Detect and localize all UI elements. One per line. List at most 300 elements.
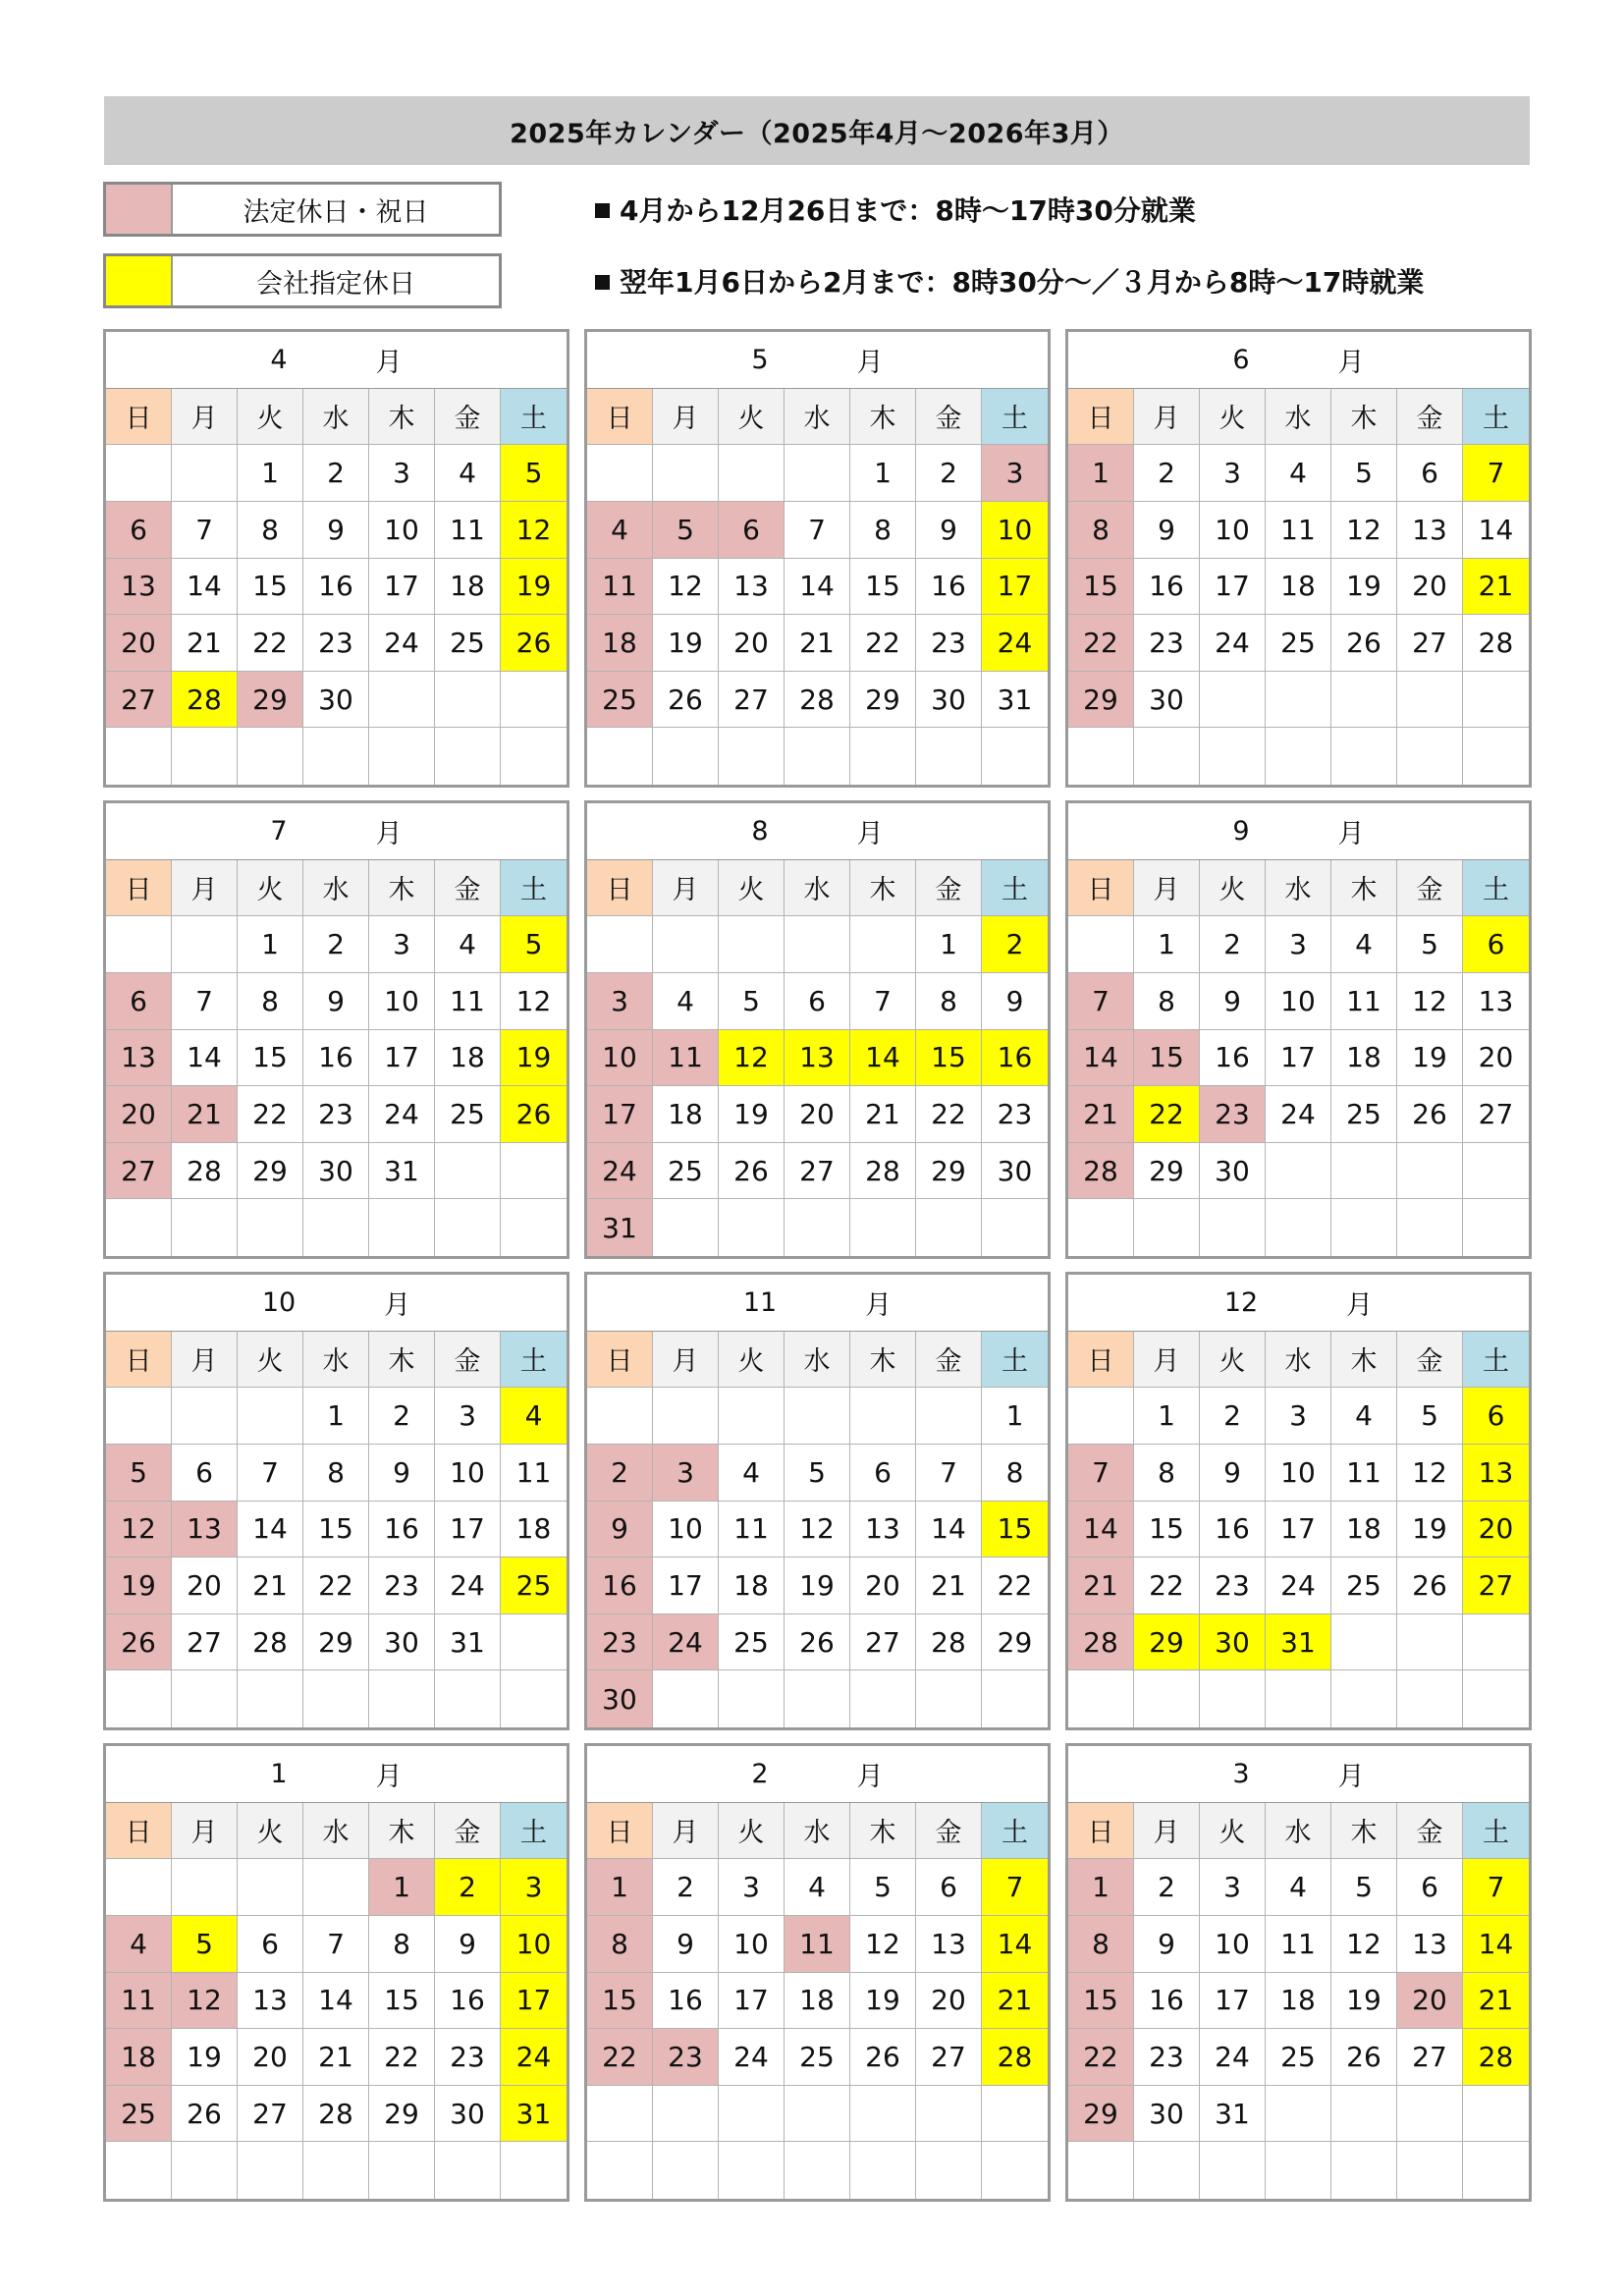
day-cell: 1 xyxy=(1134,1388,1200,1445)
day-cell: 12 xyxy=(501,973,567,1030)
empty-cell xyxy=(172,1388,238,1445)
day-cell: 27 xyxy=(719,672,785,729)
day-cell: 1 xyxy=(238,445,303,502)
weekday-header: 火 xyxy=(719,1803,785,1860)
empty-cell xyxy=(106,1859,172,1916)
empty-cell xyxy=(106,1388,172,1445)
day-cell: 8 xyxy=(369,1916,435,1973)
day-cell: 10 xyxy=(982,502,1048,559)
day-cell: 9 xyxy=(435,1916,501,1973)
day-cell: 3 xyxy=(719,1859,785,1916)
day-cell: 3 xyxy=(435,1388,501,1445)
empty-cell xyxy=(850,1388,916,1445)
day-cell: 12 xyxy=(653,559,719,616)
day-cell: 15 xyxy=(1068,1973,1134,2030)
day-cell: 5 xyxy=(785,1445,850,1502)
day-cell: 12 xyxy=(1331,502,1397,559)
day-cell: 5 xyxy=(172,1916,238,1973)
empty-cell xyxy=(172,916,238,973)
day-cell: 25 xyxy=(435,615,501,672)
day-cell: 28 xyxy=(1068,1614,1134,1671)
empty-cell xyxy=(587,2142,653,2199)
month-number: 2 xyxy=(751,1758,769,1789)
day-cell: 6 xyxy=(1463,1388,1529,1445)
month-calendar-8 xyxy=(584,800,1051,1259)
day-cell: 30 xyxy=(916,672,982,729)
day-cell: 11 xyxy=(435,502,501,559)
empty-cell xyxy=(1331,2086,1397,2143)
day-cell: 27 xyxy=(1463,1558,1529,1614)
day-cell: 7 xyxy=(303,1916,369,1973)
weekday-header: 水 xyxy=(303,860,369,917)
day-cell: 25 xyxy=(501,1558,567,1614)
empty-cell xyxy=(1397,2086,1463,2143)
day-cell: 2 xyxy=(303,445,369,502)
weekday-header: 金 xyxy=(435,860,501,917)
day-cell: 5 xyxy=(719,973,785,1030)
empty-cell xyxy=(719,1670,785,1727)
day-cell: 10 xyxy=(1266,973,1331,1030)
weekday-header: 月 xyxy=(1134,860,1200,917)
weekday-header: 日 xyxy=(106,1332,172,1389)
month-number: 3 xyxy=(1232,1758,1250,1789)
day-cell: 29 xyxy=(850,672,916,729)
month-number: 1 xyxy=(270,1758,288,1789)
empty-cell xyxy=(1200,1670,1266,1727)
day-cell: 21 xyxy=(916,1558,982,1614)
day-cell: 16 xyxy=(587,1558,653,1614)
empty-cell xyxy=(850,916,916,973)
weekday-header: 水 xyxy=(1266,1332,1331,1389)
day-cell: 16 xyxy=(653,1973,719,2030)
weekday-header: 木 xyxy=(1331,860,1397,917)
month-number: 7 xyxy=(270,815,288,847)
empty-cell xyxy=(238,728,303,785)
day-cell: 22 xyxy=(850,615,916,672)
month-suffix: 月 xyxy=(1337,818,1365,849)
month-calendar-2 xyxy=(584,1743,1051,2202)
empty-cell xyxy=(653,728,719,785)
weekday-header: 金 xyxy=(916,389,982,446)
day-cell: 26 xyxy=(785,1614,850,1671)
day-cell: 17 xyxy=(501,1973,567,2030)
empty-cell xyxy=(982,2086,1048,2143)
empty-cell xyxy=(369,1670,435,1727)
empty-cell xyxy=(850,2142,916,2199)
day-cell: 2 xyxy=(1134,1859,1200,1916)
day-cell: 25 xyxy=(719,1614,785,1671)
day-cell: 17 xyxy=(1200,559,1266,616)
day-cell: 30 xyxy=(587,1670,653,1727)
day-cell: 4 xyxy=(785,1859,850,1916)
day-cell: 11 xyxy=(587,559,653,616)
month-title xyxy=(1068,332,1529,389)
day-cell: 26 xyxy=(1331,2029,1397,2086)
empty-cell xyxy=(1463,728,1529,785)
day-cell: 6 xyxy=(1463,916,1529,973)
day-cell: 10 xyxy=(1266,1445,1331,1502)
empty-cell xyxy=(1331,728,1397,785)
empty-cell xyxy=(1200,2142,1266,2199)
day-cell: 16 xyxy=(1134,559,1200,616)
empty-cell xyxy=(916,1199,982,1256)
day-cell: 14 xyxy=(1068,1030,1134,1087)
day-cell: 20 xyxy=(1463,1502,1529,1558)
empty-cell xyxy=(719,445,785,502)
day-cell: 4 xyxy=(106,1916,172,1973)
day-cell: 23 xyxy=(982,1086,1048,1143)
weekday-header: 土 xyxy=(982,860,1048,917)
day-cell: 6 xyxy=(238,1916,303,1973)
day-cell: 24 xyxy=(982,615,1048,672)
day-cell: 9 xyxy=(653,1916,719,1973)
weekday-header: 日 xyxy=(587,1803,653,1860)
empty-cell xyxy=(1266,1199,1331,1256)
empty-cell xyxy=(435,2142,501,2199)
empty-cell xyxy=(369,672,435,729)
day-cell: 24 xyxy=(587,1143,653,1200)
day-cell: 9 xyxy=(982,973,1048,1030)
day-cell: 12 xyxy=(501,502,567,559)
day-cell: 31 xyxy=(435,1614,501,1671)
empty-cell xyxy=(106,1199,172,1256)
empty-cell xyxy=(303,1199,369,1256)
month-calendar-4 xyxy=(103,329,569,788)
empty-cell xyxy=(1463,1199,1529,1256)
weekday-header: 木 xyxy=(850,860,916,917)
month-number: 5 xyxy=(751,344,769,375)
day-cell: 16 xyxy=(369,1502,435,1558)
day-cell: 25 xyxy=(1266,615,1331,672)
day-cell: 6 xyxy=(850,1445,916,1502)
day-cell: 17 xyxy=(587,1086,653,1143)
day-cell: 30 xyxy=(1134,2086,1200,2143)
empty-cell xyxy=(369,1199,435,1256)
day-cell: 1 xyxy=(1068,1859,1134,1916)
day-cell: 16 xyxy=(1134,1973,1200,2030)
day-cell: 13 xyxy=(106,559,172,616)
weekday-header: 金 xyxy=(916,1803,982,1860)
day-cell: 18 xyxy=(785,1973,850,2030)
day-cell: 8 xyxy=(238,973,303,1030)
day-cell: 7 xyxy=(238,1445,303,1502)
day-cell: 21 xyxy=(1068,1558,1134,1614)
day-cell: 18 xyxy=(1266,559,1331,616)
weekday-header: 月 xyxy=(1134,1332,1200,1389)
empty-cell xyxy=(501,1614,567,1671)
empty-cell xyxy=(1397,1670,1463,1727)
day-cell: 29 xyxy=(1068,2086,1134,2143)
day-cell: 3 xyxy=(369,916,435,973)
day-cell: 25 xyxy=(1331,1086,1397,1143)
day-cell: 2 xyxy=(653,1859,719,1916)
day-cell: 20 xyxy=(1463,1030,1529,1087)
empty-cell xyxy=(172,728,238,785)
day-cell: 4 xyxy=(653,973,719,1030)
day-cell: 16 xyxy=(303,1030,369,1087)
day-cell: 19 xyxy=(719,1086,785,1143)
day-cell: 15 xyxy=(982,1502,1048,1558)
day-cell: 21 xyxy=(850,1086,916,1143)
day-cell: 24 xyxy=(1200,2029,1266,2086)
weekday-header: 月 xyxy=(172,1803,238,1860)
month-calendar-1 xyxy=(103,1743,569,2202)
day-cell: 12 xyxy=(172,1973,238,2030)
day-cell: 6 xyxy=(916,1859,982,1916)
day-cell: 27 xyxy=(785,1143,850,1200)
day-cell: 23 xyxy=(1200,1558,1266,1614)
day-cell: 7 xyxy=(1463,445,1529,502)
day-cell: 29 xyxy=(1134,1143,1200,1200)
day-cell: 12 xyxy=(1397,973,1463,1030)
day-cell: 31 xyxy=(1266,1614,1331,1671)
day-cell: 9 xyxy=(303,973,369,1030)
weekday-header: 日 xyxy=(106,860,172,917)
day-cell: 5 xyxy=(1397,1388,1463,1445)
day-cell: 17 xyxy=(719,1973,785,2030)
day-cell: 5 xyxy=(106,1445,172,1502)
day-cell: 4 xyxy=(1266,445,1331,502)
month-suffix: 月 xyxy=(1346,1289,1374,1321)
day-cell: 27 xyxy=(1397,2029,1463,2086)
empty-cell xyxy=(1134,1199,1200,1256)
day-cell: 10 xyxy=(1200,1916,1266,1973)
day-cell: 2 xyxy=(982,916,1048,973)
month-title xyxy=(1068,1275,1529,1332)
weekday-header: 木 xyxy=(369,860,435,917)
empty-cell xyxy=(1068,1199,1134,1256)
day-cell: 15 xyxy=(850,559,916,616)
empty-cell xyxy=(435,1199,501,1256)
empty-cell xyxy=(850,2086,916,2143)
day-cell: 22 xyxy=(1068,2029,1134,2086)
day-cell: 28 xyxy=(850,1143,916,1200)
empty-cell xyxy=(435,728,501,785)
weekday-header: 日 xyxy=(587,389,653,446)
weekday-header: 水 xyxy=(1266,389,1331,446)
day-cell: 10 xyxy=(435,1445,501,1502)
day-cell: 19 xyxy=(172,2029,238,2086)
day-cell: 14 xyxy=(850,1030,916,1087)
empty-cell xyxy=(982,1670,1048,1727)
day-cell: 13 xyxy=(850,1502,916,1558)
day-cell: 17 xyxy=(653,1558,719,1614)
weekday-header: 火 xyxy=(1200,860,1266,917)
day-cell: 15 xyxy=(916,1030,982,1087)
day-cell: 23 xyxy=(1200,1086,1266,1143)
day-cell: 25 xyxy=(1266,2029,1331,2086)
day-cell: 28 xyxy=(982,2029,1048,2086)
day-cell: 7 xyxy=(982,1859,1048,1916)
day-cell: 21 xyxy=(1068,1086,1134,1143)
day-cell: 11 xyxy=(1266,502,1331,559)
empty-cell xyxy=(1134,1670,1200,1727)
day-cell: 21 xyxy=(982,1973,1048,2030)
day-cell: 15 xyxy=(587,1973,653,2030)
weekday-header: 月 xyxy=(653,389,719,446)
day-cell: 26 xyxy=(1397,1558,1463,1614)
day-cell: 14 xyxy=(1068,1502,1134,1558)
day-cell: 4 xyxy=(435,445,501,502)
day-cell: 10 xyxy=(719,1916,785,1973)
month-suffix: 月 xyxy=(375,347,403,378)
day-cell: 7 xyxy=(1463,1859,1529,1916)
day-cell: 8 xyxy=(587,1916,653,1973)
day-cell: 13 xyxy=(785,1030,850,1087)
empty-cell xyxy=(785,1388,850,1445)
day-cell: 6 xyxy=(106,973,172,1030)
day-cell: 18 xyxy=(719,1558,785,1614)
legend-label-company: 会社指定休日 xyxy=(256,268,415,300)
day-cell: 28 xyxy=(172,672,238,729)
empty-cell xyxy=(785,728,850,785)
empty-cell xyxy=(1331,2142,1397,2199)
day-cell: 4 xyxy=(1331,1388,1397,1445)
empty-cell xyxy=(501,728,567,785)
month-suffix: 月 xyxy=(856,347,884,378)
day-cell: 25 xyxy=(653,1143,719,1200)
day-cell: 19 xyxy=(653,615,719,672)
day-cell: 12 xyxy=(106,1502,172,1558)
empty-cell xyxy=(1397,672,1463,729)
empty-cell xyxy=(916,2142,982,2199)
weekday-header: 金 xyxy=(1397,389,1463,446)
day-cell: 26 xyxy=(172,2086,238,2143)
weekday-header: 水 xyxy=(1266,1803,1331,1860)
day-cell: 3 xyxy=(1200,1859,1266,1916)
weekday-header: 金 xyxy=(916,1332,982,1389)
weekday-header: 月 xyxy=(172,860,238,917)
empty-cell xyxy=(653,2142,719,2199)
empty-cell xyxy=(1397,1143,1463,1200)
day-cell: 9 xyxy=(303,502,369,559)
day-cell: 21 xyxy=(238,1558,303,1614)
day-cell: 23 xyxy=(369,1558,435,1614)
month-suffix: 月 xyxy=(856,1761,884,1792)
weekday-header: 月 xyxy=(653,1803,719,1860)
weekday-header: 月 xyxy=(1134,389,1200,446)
day-cell: 4 xyxy=(435,916,501,973)
day-cell: 22 xyxy=(916,1086,982,1143)
empty-cell xyxy=(106,445,172,502)
weekday-header: 土 xyxy=(1463,389,1529,446)
day-cell: 13 xyxy=(1397,1916,1463,1973)
month-title xyxy=(1068,803,1529,860)
working-hours-note-1 xyxy=(595,190,1196,229)
day-cell: 7 xyxy=(1068,973,1134,1030)
day-cell: 7 xyxy=(172,502,238,559)
month-number: 8 xyxy=(751,815,769,847)
legend-statutory-holiday xyxy=(103,182,502,237)
weekday-header: 火 xyxy=(1200,389,1266,446)
day-cell: 17 xyxy=(1200,1973,1266,2030)
day-cell: 29 xyxy=(238,1143,303,1200)
day-cell: 27 xyxy=(850,1614,916,1671)
weekday-header: 木 xyxy=(850,1332,916,1389)
empty-cell xyxy=(1068,728,1134,785)
empty-cell xyxy=(435,672,501,729)
empty-cell xyxy=(238,2142,303,2199)
day-cell: 10 xyxy=(1200,502,1266,559)
day-cell: 29 xyxy=(238,672,303,729)
day-cell: 27 xyxy=(106,672,172,729)
empty-cell xyxy=(785,916,850,973)
empty-cell xyxy=(653,445,719,502)
empty-cell xyxy=(719,916,785,973)
empty-cell xyxy=(653,916,719,973)
legend-swatch-company xyxy=(106,256,173,305)
day-cell: 20 xyxy=(106,1086,172,1143)
day-cell: 11 xyxy=(501,1445,567,1502)
day-cell: 17 xyxy=(1266,1030,1331,1087)
weekday-header: 金 xyxy=(435,1332,501,1389)
day-cell: 7 xyxy=(172,973,238,1030)
day-cell: 5 xyxy=(1397,916,1463,973)
day-cell: 27 xyxy=(106,1143,172,1200)
month-number: 10 xyxy=(261,1286,297,1318)
day-cell: 20 xyxy=(172,1558,238,1614)
day-cell: 2 xyxy=(1200,1388,1266,1445)
day-cell: 24 xyxy=(1266,1086,1331,1143)
day-cell: 26 xyxy=(501,1086,567,1143)
day-cell: 16 xyxy=(1200,1502,1266,1558)
day-cell: 20 xyxy=(1397,559,1463,616)
day-cell: 26 xyxy=(106,1614,172,1671)
note-text-2: 翌年1月6日から2月まで：8時30分～／３月から8時～17時就業 xyxy=(620,266,1425,299)
weekday-header: 日 xyxy=(106,389,172,446)
day-cell: 19 xyxy=(106,1558,172,1614)
weekday-header: 月 xyxy=(172,1332,238,1389)
day-cell: 6 xyxy=(172,1445,238,1502)
day-cell: 5 xyxy=(1331,445,1397,502)
weekday-header: 日 xyxy=(106,1803,172,1860)
day-cell: 3 xyxy=(1266,916,1331,973)
day-cell: 9 xyxy=(369,1445,435,1502)
day-cell: 6 xyxy=(785,973,850,1030)
empty-cell xyxy=(106,1670,172,1727)
weekday-header: 月 xyxy=(172,389,238,446)
day-cell: 28 xyxy=(1463,2029,1529,2086)
day-cell: 19 xyxy=(501,559,567,616)
weekday-header: 金 xyxy=(1397,1332,1463,1389)
weekday-header: 土 xyxy=(501,1803,567,1860)
month-number: 9 xyxy=(1232,815,1250,847)
day-cell: 23 xyxy=(916,615,982,672)
day-cell: 3 xyxy=(1266,1388,1331,1445)
empty-cell xyxy=(106,728,172,785)
empty-cell xyxy=(501,2142,567,2199)
empty-cell xyxy=(653,1388,719,1445)
day-cell: 4 xyxy=(1331,916,1397,973)
weekday-header: 日 xyxy=(587,1332,653,1389)
weekday-header: 金 xyxy=(1397,1803,1463,1860)
month-suffix: 月 xyxy=(375,1761,403,1792)
empty-cell xyxy=(587,2086,653,2143)
empty-cell xyxy=(1463,2142,1529,2199)
day-cell: 13 xyxy=(1463,973,1529,1030)
weekday-header: 木 xyxy=(1331,1803,1397,1860)
day-cell: 8 xyxy=(303,1445,369,1502)
day-cell: 26 xyxy=(719,1143,785,1200)
day-cell: 1 xyxy=(1068,445,1134,502)
weekday-header: 火 xyxy=(238,1803,303,1860)
day-cell: 2 xyxy=(587,1445,653,1502)
day-cell: 1 xyxy=(916,916,982,973)
weekday-header: 土 xyxy=(501,860,567,917)
day-cell: 10 xyxy=(369,502,435,559)
day-cell: 1 xyxy=(982,1388,1048,1445)
empty-cell xyxy=(850,728,916,785)
